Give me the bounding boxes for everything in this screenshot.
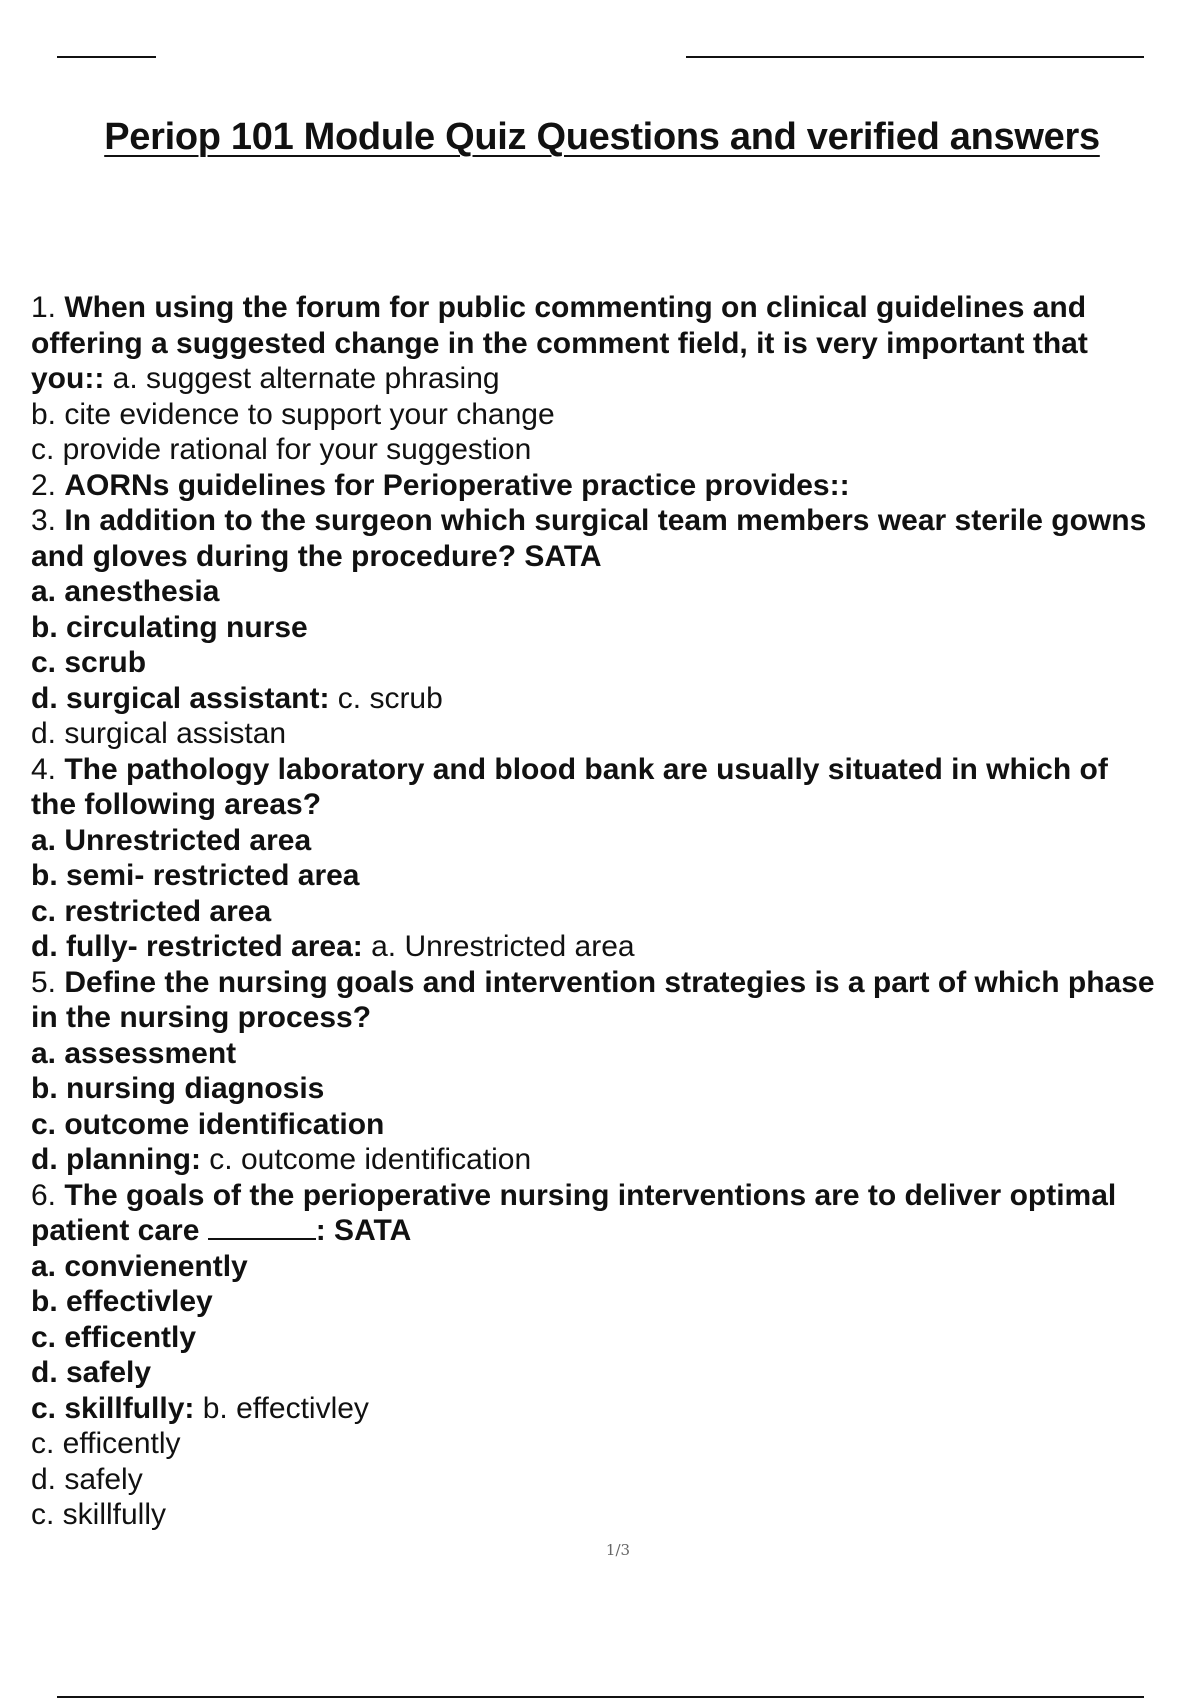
quiz-line	[31, 894, 1191, 930]
answer-text: b. cite evidence to support your change	[31, 397, 555, 431]
question-text: you::	[31, 362, 105, 395]
quiz-line	[31, 752, 1191, 788]
answer-text: a. Unrestricted area	[362, 930, 635, 963]
quiz-line	[31, 1462, 1191, 1498]
quiz-line	[31, 1142, 1191, 1178]
question-text: d. fully- restricted area:	[31, 930, 363, 963]
footer-rule	[57, 1696, 1144, 1698]
quiz-line	[31, 681, 1191, 717]
quiz-line	[31, 1178, 1191, 1214]
quiz-line	[31, 1000, 1191, 1036]
document-title: Periop 101 Module Quiz Questions and verified answers	[104, 116, 1100, 158]
quiz-line	[31, 1036, 1191, 1072]
quiz-line	[31, 823, 1191, 859]
question-text: c. efficently	[31, 1320, 197, 1354]
header-rule-left	[57, 56, 156, 58]
question-text: c. restricted area	[31, 894, 272, 928]
quiz-line	[31, 1284, 1191, 1320]
quiz-line	[31, 397, 1191, 433]
page-number: 1/3	[605, 1541, 631, 1559]
quiz-line	[31, 1213, 1191, 1249]
answer-text: d. safely	[31, 1462, 143, 1496]
answer-text: c. scrub	[329, 681, 443, 715]
quiz-line	[31, 858, 1191, 894]
answer-text: c. skillfully	[31, 1498, 167, 1531]
quiz-line	[31, 1497, 1191, 1533]
question-text: d. planning:	[31, 1143, 201, 1176]
answer-text: c. provide rational for your suggestion	[31, 433, 532, 466]
question-text: a. convienently	[31, 1249, 248, 1283]
quiz-line	[31, 1107, 1191, 1143]
question-text: b. nursing diagnosis	[31, 1072, 325, 1105]
question-text-suffix: : SATA	[315, 1214, 412, 1247]
question-text: d. surgical assistant:	[31, 681, 330, 715]
question-text: AORNs guidelines for Perioperative practice provides::	[64, 468, 850, 502]
question-number: 6.	[31, 1178, 65, 1212]
question-text: d. safely	[31, 1356, 152, 1389]
question-number: 5.	[31, 965, 65, 999]
question-number: 4.	[31, 752, 65, 786]
quiz-line	[31, 929, 1191, 965]
answer-text: c. efficently	[31, 1427, 181, 1460]
question-text: b. circulating nurse	[31, 610, 308, 644]
quiz-line	[31, 326, 1191, 362]
quiz-line	[31, 610, 1191, 646]
quiz-line	[31, 539, 1191, 575]
quiz-line	[31, 1391, 1191, 1427]
quiz-line	[31, 290, 1191, 326]
quiz-line	[31, 787, 1191, 823]
quiz-line	[31, 468, 1191, 504]
quiz-line	[31, 432, 1191, 468]
question-text: and gloves during the procedure? SATA	[31, 539, 602, 573]
question-text: in the nursing process?	[31, 1001, 372, 1034]
question-text: b. effectivley	[31, 1285, 213, 1318]
quiz-line	[31, 361, 1191, 397]
quiz-line	[31, 574, 1191, 610]
question-text: b. semi- restricted area	[31, 859, 360, 892]
header-rule-right	[686, 56, 1144, 58]
question-text: the following areas?	[31, 788, 322, 821]
question-text: The pathology laboratory and blood bank are usually situated in which of	[64, 752, 1108, 786]
question-text: offering a suggested change in the comment field, it is very important that	[31, 326, 1088, 360]
quiz-line	[31, 716, 1191, 752]
question-text: a. assessment	[31, 1036, 237, 1070]
quiz-line	[31, 1071, 1191, 1107]
question-text: When using the forum for public commenting on clinical guidelines and	[64, 291, 1087, 324]
quiz-line	[31, 1320, 1191, 1356]
answer-text: c. outcome identification	[200, 1143, 532, 1176]
question-number: 2.	[31, 468, 65, 502]
question-text: c. scrub	[31, 646, 147, 679]
question-text: Define the nursing goals and intervention strategies is a part of which phase	[64, 965, 1155, 999]
quiz-line	[31, 1355, 1191, 1391]
quiz-line	[31, 645, 1191, 681]
answer-text: a. suggest alternate phrasing	[104, 362, 500, 395]
quiz-line	[31, 1249, 1191, 1285]
quiz-line	[31, 503, 1191, 539]
question-text: The goals of the perioperative nursing interventions are to deliver optimal	[64, 1178, 1117, 1212]
quiz-line	[31, 1426, 1191, 1462]
answer-text: b. effectivley	[194, 1391, 369, 1425]
question-text: a. anesthesia	[31, 575, 220, 608]
question-text: c. outcome identification	[31, 1107, 385, 1141]
quiz-line	[31, 965, 1191, 1001]
question-text: a. Unrestricted area	[31, 823, 312, 857]
fill-in-blank	[208, 1214, 316, 1240]
question-number: 3.	[31, 504, 65, 537]
answer-text: d. surgical assistan	[31, 717, 287, 750]
question-text: patient care	[31, 1214, 208, 1247]
question-text: c. skillfully:	[31, 1391, 195, 1425]
quiz-content	[31, 290, 1191, 1533]
question-text: In addition to the surgeon which surgical team members wear sterile gowns	[64, 504, 1147, 537]
question-number: 1.	[31, 291, 65, 324]
